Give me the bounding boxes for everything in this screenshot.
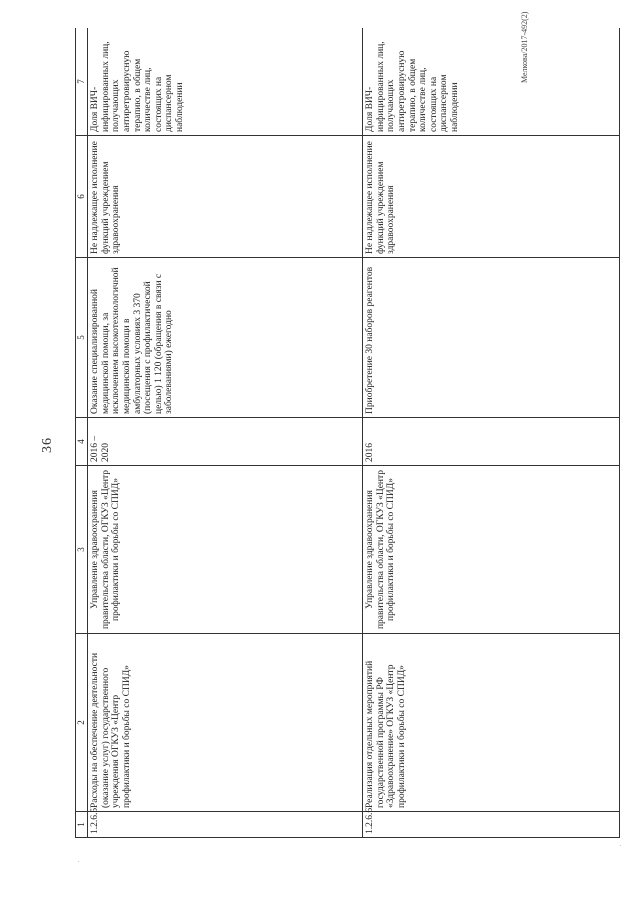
col-number-7: 7 — [76, 28, 88, 136]
expected-result: Приобретение 30 наборов реагентов — [363, 258, 620, 418]
table-row — [88, 28, 363, 838]
col-number-1: 1 — [76, 812, 88, 838]
page-number: 36 — [40, 437, 55, 453]
rotated-table-container — [75, 28, 620, 838]
col-number-3: 3 — [76, 466, 88, 634]
scan-artifact-dot: . — [620, 842, 622, 848]
measure-name: Расходы на обеспечение деятельности (оказание услуг) государственного учреждения ОГКУЗ «Центр профилактики и борьбы со СПИД» — [88, 634, 363, 812]
executor: Управление здравоохранения правительства области, ОГКУЗ «Центр профилактики и борьбы со СПИД» — [363, 466, 620, 634]
indicator: Доля ВИЧ-инфицированных лиц, получающих антиретровирусную терапию, в общем количестве лиц, состоящих на диспансерном наблюдении — [88, 28, 363, 136]
executor: Управление здравоохранения правительства области, ОГКУЗ «Центр профилактики и борьбы со СПИД» — [88, 466, 363, 634]
consequences: Не надлежащее исполнение функций учреждением здравоохранения — [88, 136, 363, 258]
col-number-4: 4 — [76, 418, 88, 466]
table-row — [363, 28, 620, 838]
col-number-5: 5 — [76, 258, 88, 418]
indicator: Доля ВИЧ-инфицированных лиц, получающих антиретровирусную терапию, в общем количестве лиц, состоящих на диспансерном наблюдении — [363, 28, 620, 136]
col-number-2: 2 — [76, 634, 88, 812]
col-number-6: 6 — [76, 136, 88, 258]
column-number-row — [76, 28, 88, 838]
scan-artifact-dot: . — [78, 858, 80, 864]
row-number: 1.2.6.5 — [88, 812, 363, 838]
consequences: Не надлежащее исполнение функций учреждением здравоохранения — [363, 136, 620, 258]
expected-result: Оказание специализированной медицинской помощи, за исключением высокотехнологичной медицинской помощи в амбулаторных условиях 3 370 (посещения с профилактической целью) 1 120 (обращения в связи с заболеваниями) ежегодно — [88, 258, 363, 418]
measure-name: Реализация отдельных мероприятий государственной программы РФ «Здравоохранение» ОГКУЗ «Центр профилактики и борьбы со СПИД» — [363, 634, 620, 812]
measures-table — [75, 28, 620, 838]
document-registration-note: Мелкова/2017-492(2) — [520, 11, 529, 83]
period: 2016 – 2020 — [88, 418, 363, 466]
row-number: 1.2.6.6 — [363, 812, 620, 838]
period: 2016 — [363, 418, 620, 466]
